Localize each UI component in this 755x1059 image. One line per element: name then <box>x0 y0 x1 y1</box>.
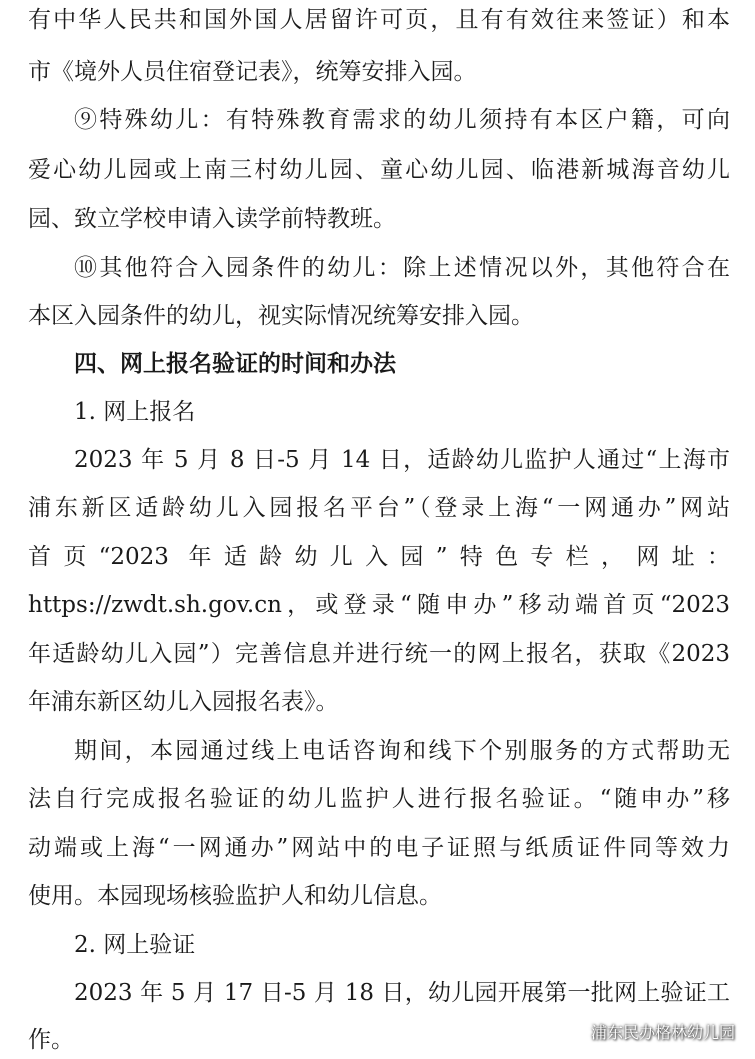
paragraph-verification: 2023 年 5 月 17 日-5 月 18 日，幼儿园开展第一批网上验证工 <box>74 980 730 1006</box>
wechat-icon <box>561 1022 585 1042</box>
paragraph-other-children: ⑩其他符合入园条件的幼儿：除上述情况以外，其他符合在 <box>74 255 730 281</box>
text-line: 爱心幼儿园或上南三村幼儿园、童心幼儿园、临港新城海音幼儿 <box>28 157 730 183</box>
text-line: 作。 <box>28 1027 74 1053</box>
watermark <box>561 1020 735 1043</box>
text-line: 园、致立学校申请入读学前特教班。 <box>28 206 396 232</box>
text-line: https://zwdt.sh.gov.cn，或登录“随申办”移动端首页“2023 <box>28 592 730 618</box>
paragraph-registration: 2023 年 5 月 8 日-5 月 14 日，适龄幼儿监护人通过“上海市 <box>74 447 730 473</box>
subsection-heading-online-registration: 1. 网上报名 <box>74 399 196 425</box>
text-line: 年浦东新区幼儿入园报名表》。 <box>28 689 339 715</box>
text-line: 动端或上海“一网通办”网站中的电子证照与纸质证件同等效力 <box>28 835 730 861</box>
text-line: 有中华人民共和国外国人居留许可页，且有有效往来签证）和本 <box>28 7 730 33</box>
text-line: 首页“2023 年适龄幼儿入园”特色专栏，网址： <box>28 544 730 570</box>
text-line: 市《境外人员住宿登记表》，统筹安排入园。 <box>28 59 477 85</box>
section-heading: 四、网上报名验证的时间和办法 <box>74 350 396 377</box>
paragraph-assistance: 期间，本园通过线上电话咨询和线下个别服务的方式帮助无 <box>74 738 730 764</box>
subsection-heading-online-verification: 2. 网上验证 <box>74 932 196 958</box>
text-line: 使用。本园现场核验监护人和幼儿信息。 <box>28 883 442 909</box>
text-line: 法自行完成报名验证的幼儿监护人进行报名验证。“随申办”移 <box>28 786 730 812</box>
text-line: 本区入园条件的幼儿，视实际情况统筹安排入园。 <box>28 303 534 329</box>
paragraph-special-children: ⑨特殊幼儿：有特殊教育需求的幼儿须持有本区户籍，可向 <box>74 107 730 133</box>
text-line: 浦东新区适龄幼儿入园报名平台”（登录上海“一网通办”网站 <box>28 495 730 521</box>
watermark-text: 浦东民办格林幼儿园 <box>590 1023 735 1042</box>
text-line: 年适龄幼儿入园”）完善信息并进行统一的网上报名，获取《2023 <box>28 641 730 667</box>
